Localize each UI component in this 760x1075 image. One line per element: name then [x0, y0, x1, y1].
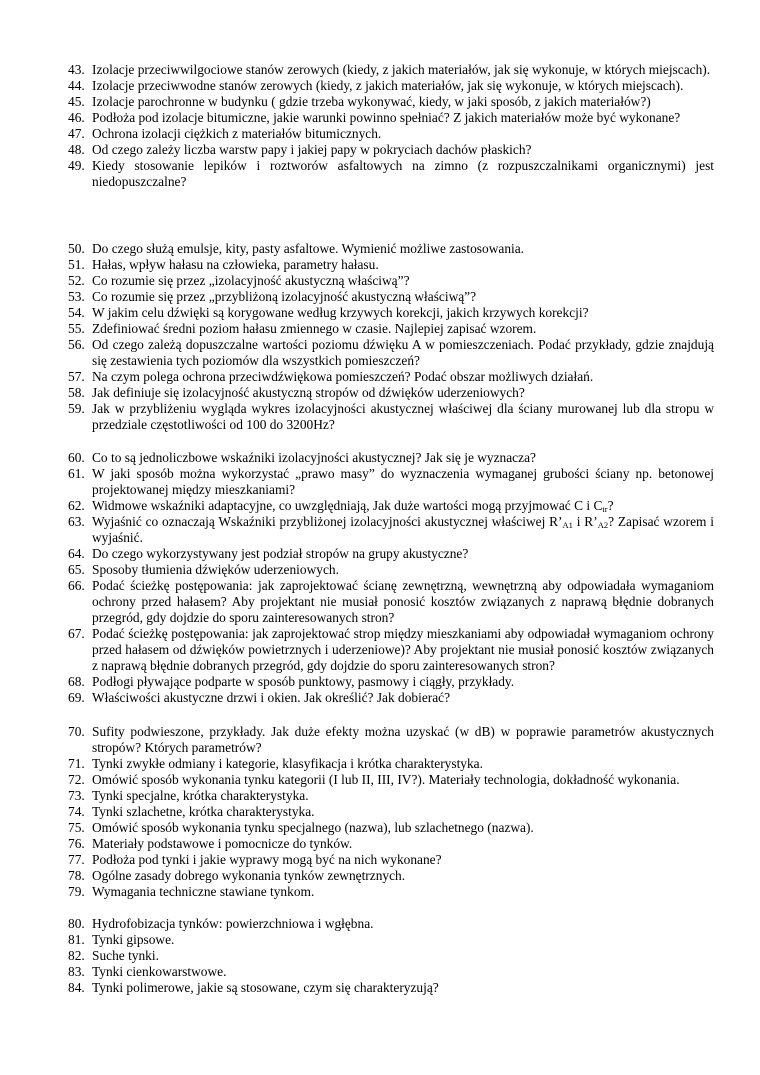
question-text: W jaki sposób można wykorzystać „prawo masy” do wyznaczenia wymaganej grubości ściany np. betonowej projektowanej między mieszkaniami?	[92, 466, 714, 497]
question-text: Ochrona izolacji ciężkich z materiałów bitumicznych.	[92, 126, 382, 141]
list-item	[68, 126, 714, 142]
question-text-part: Wyjaśnić co oznaczają Wskaźniki przybliżonej izolacyjności akustycznej właściwej R’	[92, 514, 563, 529]
list-item	[68, 466, 714, 498]
question-number: 65.	[68, 562, 85, 577]
question-number: 64.	[68, 546, 85, 561]
subscript: A1	[562, 520, 573, 530]
question-text: Omówić sposób wykonania tynku specjalnego (nazwa), lub szlachetnego (nazwa).	[92, 820, 534, 835]
question-number: 72.	[68, 772, 85, 787]
question-number: 84.	[68, 980, 85, 995]
question-number: 61.	[68, 466, 85, 481]
list-item	[68, 724, 714, 756]
question-text	[92, 514, 714, 546]
question-number: 66.	[68, 578, 85, 593]
question-number: 56.	[68, 337, 85, 352]
list-item	[68, 932, 714, 948]
question-text: Tynki specjalne, krótka charakterystyka.	[92, 788, 309, 803]
list-item	[68, 78, 714, 94]
question-text: Podać ścieżkę postępowania: jak zaprojektować strop między mieszkaniami aby odpowiadał wymaganiom ochrony przed hałasem od dźwięków powietrznych i uderzeniowe)? Aby projektant nie musiał ponosić kosztów związanych z naprawą błędnie dobranych przegród, gdy dojdzie do sporu zainteresowanych stron?	[92, 626, 714, 673]
question-text: Co rozumie się przez „przybliżoną izolacyjność akustyczną właściwą”?	[92, 289, 477, 304]
question-text: Izolacje przeciwwodne stanów zerowych (kiedy, z jakich materiałów, jak się wykonuje, w których miejscach).	[92, 78, 684, 93]
list-item	[68, 142, 714, 158]
list-item	[68, 868, 714, 884]
question-group	[68, 241, 714, 433]
question-number: 45.	[68, 94, 85, 109]
list-item	[68, 964, 714, 980]
list-item	[68, 305, 714, 321]
question-text-part: ? Zapisać wzorem i wyjaśnić.	[92, 514, 714, 545]
question-number: 44.	[68, 78, 85, 93]
question-text: W jakim celu dźwięki są korygowane według krzywych korekcji, jakich krzywych korekcji?	[92, 305, 589, 320]
question-text: Izolacje przeciwwilgociowe stanów zerowych (kiedy, z jakich materiałów, jak się wykonuje, w których miejscach).	[92, 62, 711, 77]
question-number: 75.	[68, 820, 85, 835]
subscript: A2	[597, 520, 609, 530]
question-text: Od czego zależą dopuszczalne wartości poziomu dźwięku A w pomieszczeniach. Podać przykłady, gdzie znajdują się zestawienia tych poziomów dla wszystkich pomieszczeń?	[92, 337, 714, 368]
question-number: 53.	[68, 289, 85, 304]
question-text: Tynki polimerowe, jakie są stosowane, czym się charakteryzują?	[92, 980, 439, 995]
question-number: 68.	[68, 674, 85, 689]
list-item	[68, 836, 714, 852]
question-text-part: i R’	[572, 514, 598, 529]
list-item	[68, 273, 714, 289]
question-text: Tynki zwykłe odmiany i kategorie, klasyfikacja i krótka charakterystyka.	[92, 756, 483, 771]
list-item	[68, 546, 714, 562]
list-item	[68, 562, 714, 578]
question-number: 74.	[68, 804, 85, 819]
question-number: 69.	[68, 690, 85, 705]
list-item	[68, 690, 714, 706]
question-text-part: Widmowe wskaźniki adaptacyjne, co uwzględniają, Jak duże wartości mogą przyjmować C i C	[92, 498, 603, 513]
question-text: Tynki cienkowarstwowe.	[92, 964, 227, 979]
question-number: 52.	[68, 273, 85, 288]
question-number: 58.	[68, 385, 85, 400]
question-text: Jak definiuje się izolacyjność akustyczną stropów od dźwięków uderzeniowych?	[92, 385, 525, 400]
list-item	[68, 626, 714, 674]
question-text: Sufity podwieszone, przykłady. Jak duże efekty można uzyskać (w dB) w poprawie parametrów akustycznych stropów? Których parametrów?	[92, 724, 714, 755]
question-group	[68, 62, 714, 190]
question-group	[68, 916, 714, 996]
question-text: Co rozumie się przez „izolacyjność akustyczną właściwą”?	[92, 273, 410, 288]
list-item	[68, 385, 714, 401]
question-text: Hałas, wpływ hałasu na człowieka, parametry hałasu.	[92, 257, 379, 272]
question-text: Podłoża pod tynki i jakie wyprawy mogą być na nich wykonane?	[92, 852, 442, 867]
question-number: 54.	[68, 305, 85, 320]
question-number: 78.	[68, 868, 85, 883]
list-item	[68, 321, 714, 337]
list-item	[68, 980, 714, 996]
question-number: 80.	[68, 916, 85, 931]
question-text: Co to są jednoliczbowe wskaźniki izolacyjności akustycznej? Jak się je wyznacza?	[92, 450, 536, 465]
question-text: Do czego wykorzystywany jest podział stropów na grupy akustyczne?	[92, 546, 469, 561]
list-item	[68, 94, 714, 110]
list-item	[68, 62, 714, 78]
question-text: Materiały podstawowe i pomocnicze do tynków.	[92, 836, 353, 851]
list-item	[68, 852, 714, 868]
question-number: 71.	[68, 756, 85, 771]
subscript: tr	[602, 504, 608, 514]
question-text: Podłogi pływające podparte w sposób punktowy, pasmowy i ciągły, przykłady.	[92, 674, 515, 689]
list-item	[68, 257, 714, 273]
question-number: 57.	[68, 369, 85, 384]
question-number: 67.	[68, 626, 85, 641]
question-number: 76.	[68, 836, 85, 851]
list-item	[68, 674, 714, 690]
question-number: 46.	[68, 110, 85, 125]
question-group	[68, 724, 714, 900]
question-number: 59.	[68, 401, 85, 416]
question-text: Podać ścieżkę postępowania: jak zaprojektować ścianę zewnętrzną, wewnętrzną aby odpowiadała wymaganiom ochrony przed hałasem? Aby projektant nie musiał ponosić kosztów związanych z naprawą błędnie dobranych przegród, gdy dojdzie do sporu zainteresowanych stron?	[92, 578, 714, 625]
question-number: 60.	[68, 450, 85, 465]
list-item	[68, 498, 714, 514]
question-text: Jak w przybliżeniu wygląda wykres izolacyjności akustycznej właściwej dla ściany murowanej lub dla stropu w przedziale częstotliwości od 100 do 3200Hz?	[92, 401, 714, 432]
list-item	[68, 916, 714, 932]
list-item	[68, 450, 714, 466]
list-item	[68, 337, 714, 369]
question-number: 50.	[68, 241, 85, 256]
question-group	[68, 450, 714, 706]
question-text: Zdefiniować średni poziom hałasu zmiennego w czasie. Najlepiej zapisać wzorem.	[92, 321, 537, 336]
question-number: 70.	[68, 724, 85, 739]
question-text: Tynki szlachetne, krótka charakterystyka.	[92, 804, 315, 819]
question-number: 73.	[68, 788, 85, 803]
question-number: 62.	[68, 498, 85, 513]
question-number: 82.	[68, 948, 85, 963]
question-text: Omówić sposób wykonania tynku kategorii (I lub II, III, IV?). Materiały technologia, dokładność wykonania.	[92, 772, 680, 787]
list-item	[68, 948, 714, 964]
list-item	[68, 756, 714, 772]
question-number: 79.	[68, 884, 85, 899]
question-number: 51.	[68, 257, 85, 272]
question-number: 48.	[68, 142, 85, 157]
question-text: Sposoby tłumienia dźwięków uderzeniowych.	[92, 562, 339, 577]
question-number: 43.	[68, 62, 85, 77]
list-item	[68, 401, 714, 433]
question-text: Suche tynki.	[92, 948, 159, 963]
list-item	[68, 514, 714, 546]
question-number: 83.	[68, 964, 85, 979]
list-item	[68, 158, 714, 190]
question-text: Izolacje parochronne w budynku ( gdzie trzeba wykonywać, kiedy, w jaki sposób, z jakich materiałów?)	[92, 94, 651, 109]
list-item	[68, 110, 714, 126]
question-text: Kiedy stosowanie lepików i roztworów asfaltowych na zimno (z rozpuszczalnikami organicznymi) jest niedopuszczalne?	[92, 158, 714, 189]
question-number: 55.	[68, 321, 85, 336]
list-item	[68, 772, 714, 788]
question-number: 63.	[68, 514, 85, 529]
question-text	[92, 498, 714, 514]
question-text: Tynki gipsowe.	[92, 932, 175, 947]
list-item	[68, 804, 714, 820]
question-text: Na czym polega ochrona przeciwdźwiękowa pomieszczeń? Podać obszar możliwych działań.	[92, 369, 594, 384]
list-item	[68, 289, 714, 305]
question-text-part: ?	[607, 498, 614, 513]
question-text: Wymagania techniczne stawiane tynkom.	[92, 884, 315, 899]
list-item	[68, 820, 714, 836]
question-text: Podłoża pod izolacje bitumiczne, jakie warunki powinno spełniać? Z jakich materiałów może być wykonane?	[92, 110, 681, 125]
question-text: Właściwości akustyczne drzwi i okien. Jak określić? Jak dobierać?	[92, 690, 451, 705]
list-item	[68, 369, 714, 385]
question-number: 47.	[68, 126, 85, 141]
list-item	[68, 884, 714, 900]
question-number: 49.	[68, 158, 85, 173]
question-text: Od czego zależy liczba warstw papy i jakiej papy w pokryciach dachów płaskich?	[92, 142, 532, 157]
question-text: Hydrofobizacja tynków: powierzchniowa i wgłębna.	[92, 916, 374, 931]
question-text: Ogólne zasady dobrego wykonania tynków zewnętrznych.	[92, 868, 406, 883]
list-item	[68, 241, 714, 257]
question-text: Do czego służą emulsje, kity, pasty asfaltowe. Wymienić możliwe zastosowania.	[92, 241, 525, 256]
list-item	[68, 788, 714, 804]
question-number: 77.	[68, 852, 85, 867]
question-number: 81.	[68, 932, 85, 947]
list-item	[68, 578, 714, 626]
